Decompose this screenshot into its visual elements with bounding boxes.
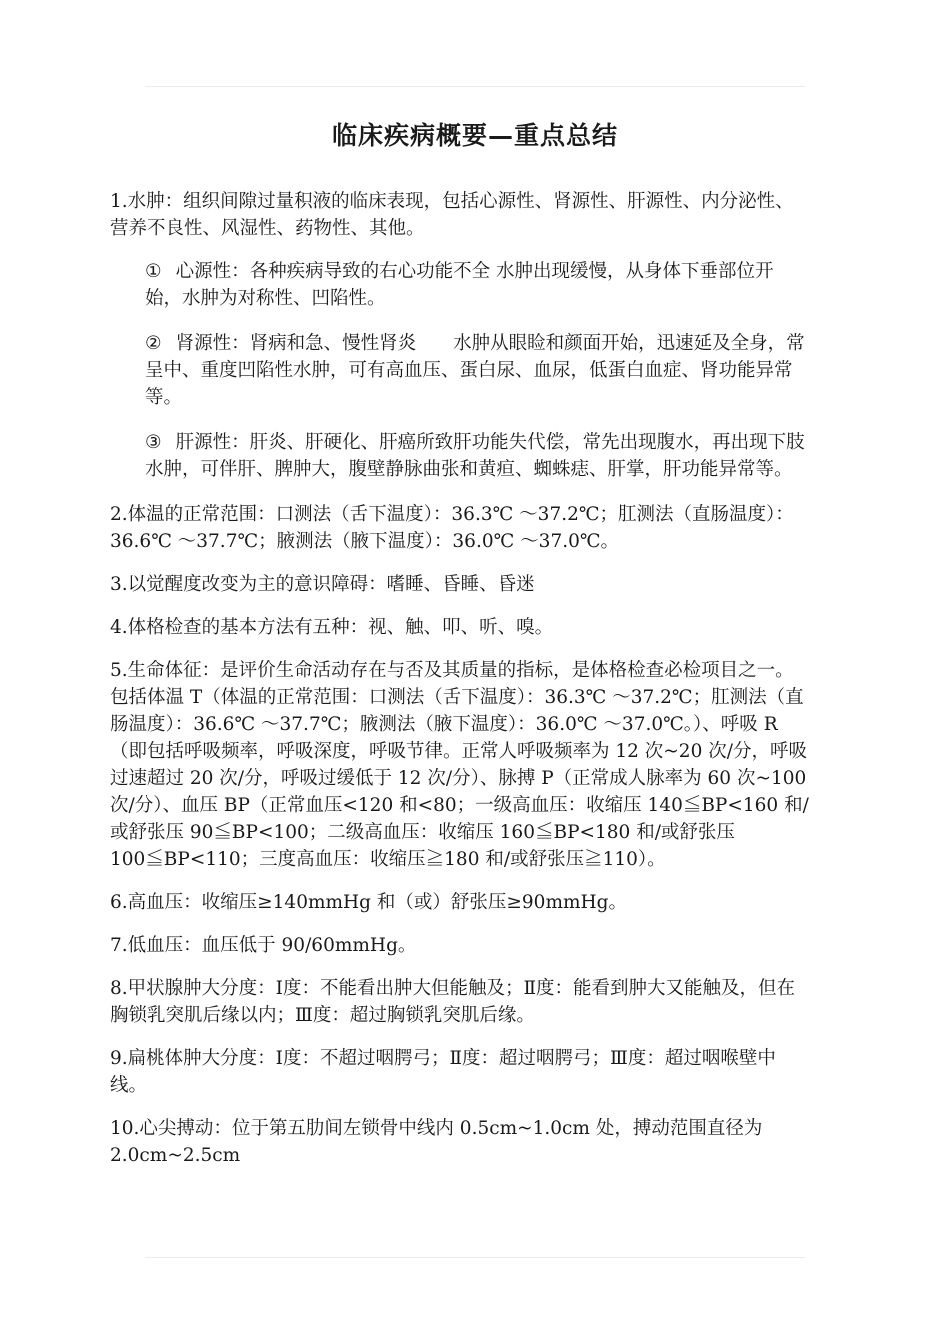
circled-number-3: ③ — [145, 432, 162, 453]
circled-number-2: ② — [145, 333, 162, 354]
document-body — [110, 188, 810, 1185]
bottom-divider — [145, 1257, 805, 1258]
paragraph-1: 1.水肿：组织间隙过量积液的临床表现，包括心源性、肾源性、肝源性、内分泌性、营养不良性、风湿性、药物性、其他。 — [110, 191, 794, 239]
paragraph-9: 9.扁桃体肿大分度：Ⅰ度：不超过咽腭弓；Ⅱ度：超过咽腭弓；Ⅲ度：超过咽喉壁中线。 — [110, 1048, 776, 1096]
paragraph-6: 6.高血压：收缩压≥140mmHg 和（或）舒张压≥90mmHg。 — [110, 892, 628, 913]
paragraph-8: 8.甲状腺肿大分度：Ⅰ度：不能看出肿大但能触及；Ⅱ度：能看到肿大又能触及，但在胸锁乳突肌后缘以内；Ⅲ度：超过胸锁乳突肌后缘。 — [110, 978, 796, 1026]
page-title: 临床疾病概要—重点总结 — [331, 121, 618, 150]
sub-item-renal — [145, 330, 810, 411]
sub-item-cardiac — [145, 258, 810, 312]
circled-number-1: ① — [145, 261, 162, 282]
sub-item-text: 心源性：各种疾病导致的右心功能不全 水肿出现缓慢，从身体下垂部位开始，水肿为对称性、凹陷性。 — [145, 261, 774, 309]
sub-item-text: 肝源性：肝炎、肝硬化、肝癌所致肝功能失代偿，常先出现腹水，再出现下肢水肿，可伴肝、脾肿大，腹壁静脉曲张和黄疸、蜘蛛痣、肝掌，肝功能异常等。 — [145, 432, 805, 480]
sub-item-hepatic — [145, 429, 810, 483]
paragraph-10: 10.心尖搏动：位于第五肋间左锁骨中线内 0.5cm~1.0cm 处，搏动范围直径为 2.0cm~2.5cm — [110, 1118, 763, 1166]
top-divider — [145, 86, 805, 87]
sub-item-text: 肾源性：肾病和急、慢性肾炎 水肿从眼睑和颜面开始，迅速延及全身，常呈中、重度凹陷性水肿，可有高血压、蛋白尿、血尿，低蛋白血症、肾功能异常等。 — [145, 333, 805, 408]
paragraph-3: 3.以觉醒度改变为主的意识障碍：嗜睡、昏睡、昏迷 — [110, 574, 535, 595]
paragraph-5: 5.生命体征：是评价生命活动存在与否及其质量的指标，是体格检查必检项目之一。包括体温 T（体温的正常范围：口测法（舌下温度）：36.3℃ ～37.2℃；肛测法（直肠温度）：36.6℃ ～37.7℃；腋测法（腋下温度）：36.0℃ ～37.0℃。）、呼吸 R（即包括呼吸频率，呼吸深度，呼吸节律。正常人呼吸频率为 12 次~20 次/分，呼吸过速超过 20 次/分，呼吸过缓低于 12 次/分）、脉搏 P（正常成人脉率为 60 次~100 次/分）、血压 BP（正常血压<120 和<80；一级高血压：收缩压 140≦BP<160 和/或舒张压 90≦BP<100；二级高血压：收缩压 160≦BP<180 和/或舒张压 100≦BP<110；三度高血压：收缩压≧180 和/或舒张压≧110）。 — [110, 660, 809, 870]
paragraph-2: 2.体温的正常范围：口测法（舌下温度）：36.3℃ ～37.2℃；肛测法（直肠温度）：36.6℃ ～37.7℃；腋测法（腋下温度）：36.0℃ ～37.0℃。 — [110, 504, 794, 552]
paragraph-7: 7.低血压：血压低于 90/60mmHg。 — [110, 935, 417, 956]
paragraph-4: 4.体格检查的基本方法有五种：视、触、叩、听、嗅。 — [110, 617, 554, 638]
